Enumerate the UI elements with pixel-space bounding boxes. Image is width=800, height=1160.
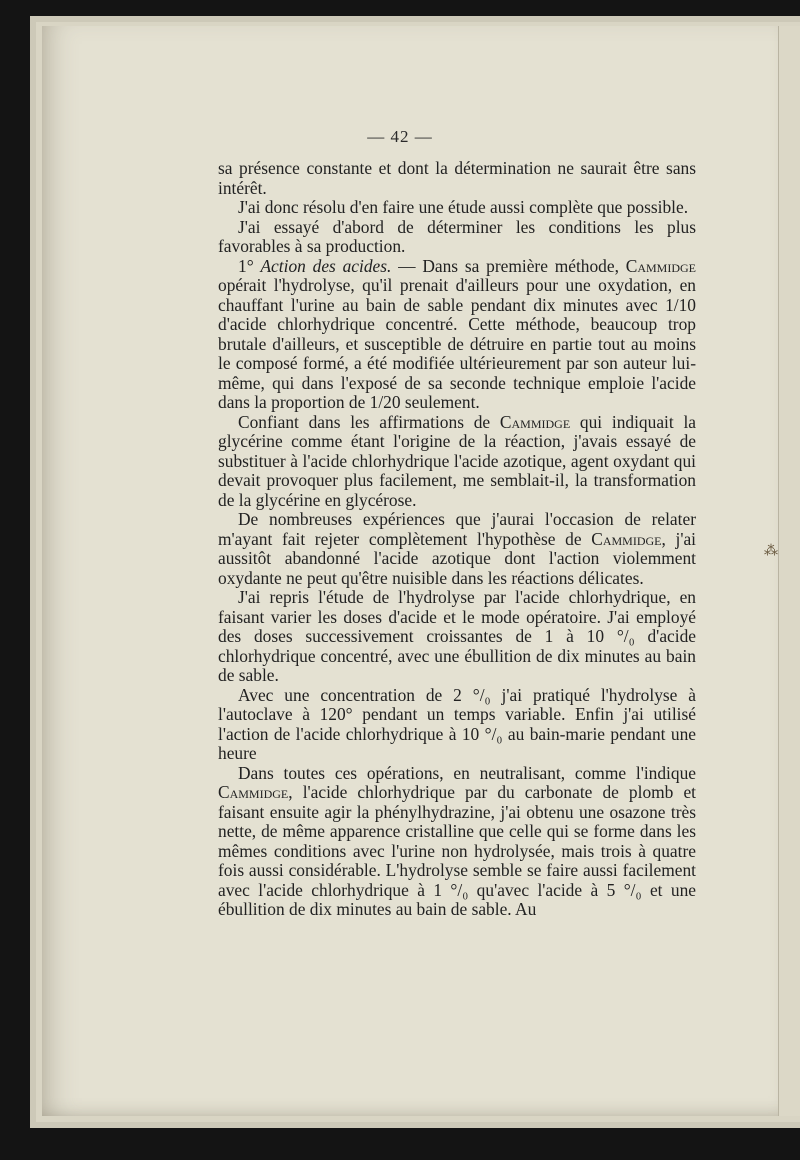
text-run: Dans toutes ces opérations, en neutralisant, comme l'indique xyxy=(238,762,696,783)
author-name: Cammidge xyxy=(499,411,571,432)
next-page-edge xyxy=(778,26,800,1116)
text-run: — Dans sa première méthode, xyxy=(391,255,626,276)
text-run: De nombreuses expériences que j'aurai l'occasion de relater m'ayant fait rejeter complètement l'hypothèse de xyxy=(218,509,696,549)
margin-mark: ⁂ xyxy=(764,544,778,559)
text-run: , j'ai aussitôt abandonné l'acide azotique dont l'action violemment oxydante ne peut qu'être nuisible dans les réactions délicates. xyxy=(218,528,696,588)
paragraph xyxy=(218,159,696,198)
author-name: Cammidge xyxy=(591,528,662,549)
paragraph xyxy=(218,218,696,257)
body-text xyxy=(218,159,696,920)
paragraph xyxy=(218,413,696,511)
text-run: J'ai repris l'étude de l'hydrolyse par l'acide chlorhydrique, en faisant varier les doses d'acide et le mode opératoire. J'ai employé des doses successivement croissantes de 1 à 10 °/₀ d'acide chlorhydrique concentré, avec une ébullition de dix minutes au bain de sable. xyxy=(218,587,696,685)
text-run: qui indiquait la glycérine comme étant l'origine de la réaction, j'avais essayé de substituer à l'acide chlorhydrique l'acide azotique, agent oxydant qui devait provoquer plus facilement, me semblait-il, la transformation de la glycérine en glycérose. xyxy=(218,411,696,510)
paragraph xyxy=(218,764,696,920)
author-name: Cammidge xyxy=(625,255,696,276)
text-run: Avec une concentration de 2 °/₀ j'ai pratiqué l'hydrolyse à l'autoclave à 120° pendant un temps variable. Enfin j'ai utilisé l'action de l'acide chlorhydrique à 10 °/₀ au bain-marie pendant une heure xyxy=(218,684,696,763)
page-number: — 42 — xyxy=(367,127,433,146)
text-run: J'ai donc résolu d'en faire une étude aussi complète que possible. xyxy=(238,197,689,217)
author-name: Cammidge xyxy=(218,782,289,802)
paragraph xyxy=(218,686,696,764)
italic-heading: Action des acides. xyxy=(260,255,392,276)
text-run: , l'acide chlorhydrique par du carbonate de plomb et faisant ensuite agir la phénylhydrazine, j'ai obtenu une osazone très nette, de même apparence cristalline que celle qui se forme dans les mêmes conditions avec l'urine non hydrolysée, mais trois à quatre fois aussi considérable. L'hydrolyse semble se faire aussi facilement avec l'acide chlorhydrique à 1 °/₀ qu'avec l'acide à 5 °/₀ et une ébullition de dix minutes au bain de sable. Au xyxy=(218,782,696,919)
text-run: opérait l'hydrolyse, qu'il prenait d'ailleurs pour une oxydation, en chauffant l'urine au bain de sable pendant dix minutes avec 1/10 d'acide chlorhydrique concentré. Cette méthode, beaucoup trop brutale d'ailleurs, et susceptible de détruire en partie tout au moins le composé formé, a été modifiée ultérieurement par son auteur lui-même, qui dans l'exposé de sa seconde technique emploie l'acide dans la proportion de 1/20 seulement. xyxy=(218,275,696,412)
paragraph xyxy=(218,510,696,588)
paragraph xyxy=(218,198,696,218)
paragraph xyxy=(218,257,696,413)
text-run: sa présence constante et dont la détermination ne saurait être sans intérêt. xyxy=(218,158,696,198)
paragraph xyxy=(218,588,696,686)
text-run: Confiant dans les affirmations de xyxy=(238,411,500,432)
text-run: 1° xyxy=(238,255,261,276)
text-run: J'ai essayé d'abord de déterminer les conditions les plus favorables à sa production. xyxy=(218,216,696,256)
